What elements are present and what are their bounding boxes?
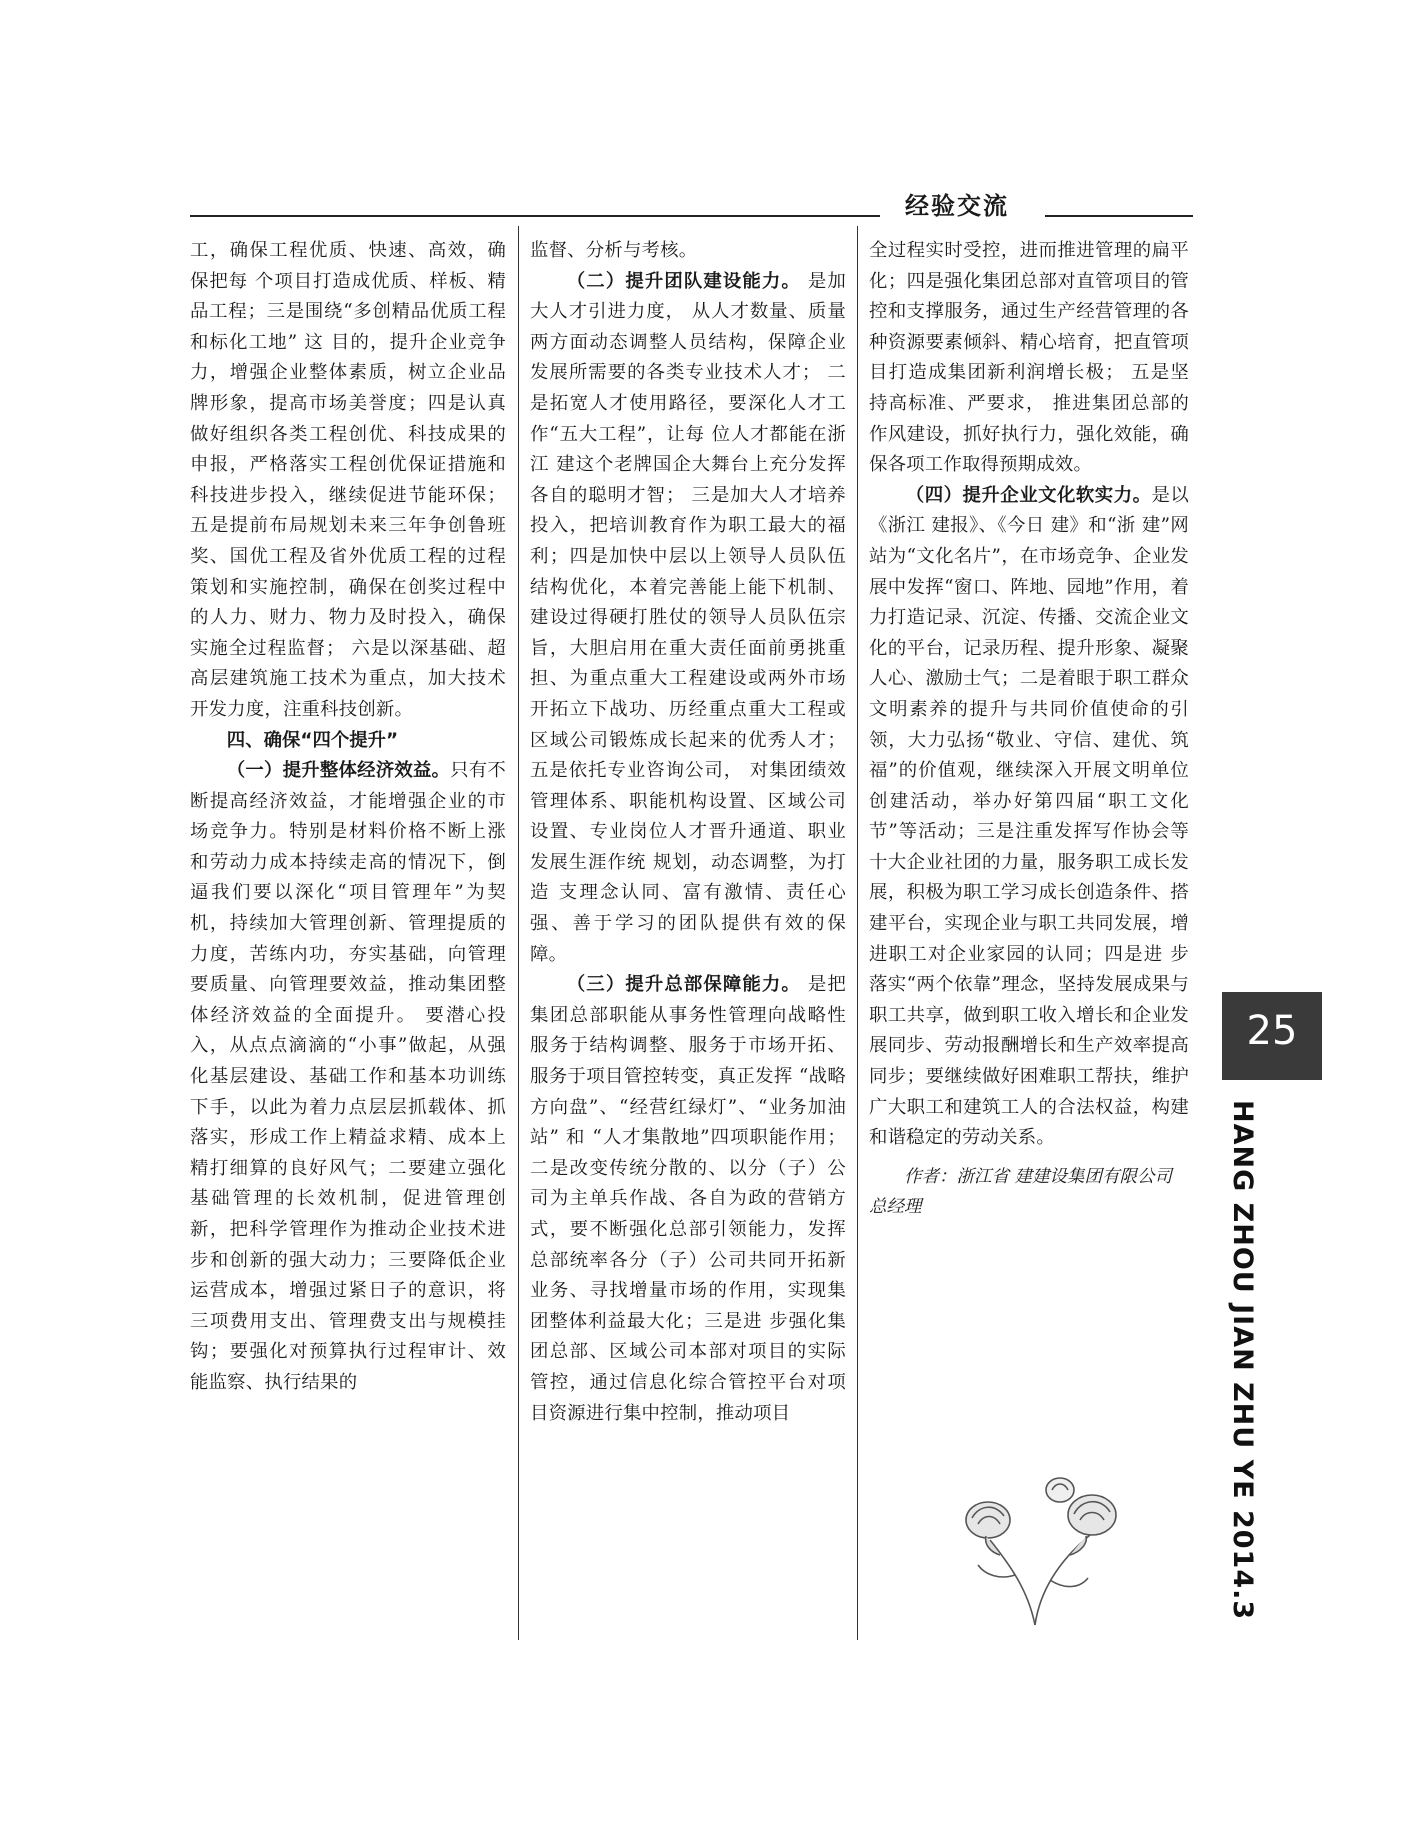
paragraph-text: 是把集团总部职能从事务性管理向战略性服务于结构调整、服务于市场开拓、 服务于项目管控转变，真正发挥 “战略方向盘”、“经营红绿灯”、“业务加油站” 和 “人才集散地”四项职能作用；二是改变传统分散的、以分（子）公司为主单兵作战、各自为政的营销方式，要不断强化总部引领能力，发挥总部统率各分（子）公司共同开拓新业务、寻找增量市场的作用，实现集团整体利益最大化；三是进 步强化集团总部、区域公司本部对项目的实际管控，通过信息化综合管控平台对项目资源进行集中控制，推动项目 bbox=[530, 974, 846, 1424]
header-rule-right bbox=[1045, 215, 1193, 217]
sub-heading: （四）提升企业文化软实力。 bbox=[905, 484, 1152, 506]
sub-heading: （一）提升整体经济效益。 bbox=[226, 760, 451, 782]
sub-heading: （二）提升团队建设能力。 bbox=[566, 270, 801, 292]
section-heading: 四、确保“四个提升” bbox=[226, 729, 399, 751]
text-column-2 bbox=[530, 236, 846, 1636]
flower-icon bbox=[940, 1460, 1130, 1630]
paragraph-text: 只有不断提高经济效益，才能增强企业的市场竞争力。特别是材料价格不断上涨和劳动力成本持续走高的情况下，倒逼我们要以深化“项目管理年”为契机，持续加大管理创新、管理提质的力度，苦练内功，夯实基础，向管理要质量、向管理要效益，推动集团整体经济效益的全面提升。 要潜心投入，从点点滴滴的“小事”做起，从强化基层建设、基础工作和基本功训练下手，以此为着力点层层抓载体、抓落实，形成工作上精益求精、成本上精打细算的良好风气；二要建立强化基础管理的长效机制，促进管理创新，把科学管理作为推动企业技术进步和创新的强大动力；三要降低企业运营成本，增强过紧日子的意识，将三项费用支出、管理费支出与规模挂钩；要强化对预算执行过程审计、效能监察、执行结果的 bbox=[190, 760, 506, 1393]
paragraph: 全过程实时受控，进而推进管理的扁平化；四是强化集团总部对直管项目的管控和支撑服务，通过生产经营管理的各种资源要素倾斜、精心培育，把直管项目打造成集团新利润增长极； 五是坚持高标准、严要求， 推进集团总部的作风建设，抓好执行力，强化效能，确保各项工作取得预期成效。 bbox=[869, 240, 1189, 476]
paragraph: 工，确保工程优质、快速、高效，确保把每 个项目打造成优质、样板、精品工程；三是围绕“多创精品优质工程和标化工地” 这 目的，提升企业竞争力，增强企业整体素质，树立企业品牌形象，提高市场美誉度；四是认真做好组织各类工程创优、科技成果的申报，严格落实工程创优保证措施和科技进步投入，继续促进节能环保；五是提前布局规划未来三年争创鲁班奖、国优工程及省外优质工程的过程策划和实施控制，确保在创奖过程中的人力、财力、物力及时投入，确保实施全过程监督； 六是以深基础、超高层建筑施工技术为重点，加大技术开发力度，注重科技创新。 bbox=[190, 240, 506, 720]
paragraph-text: 是以《浙江 建报》、《今日 建》和“浙 建”网站为“文化名片”，在市场竞争、企业发展中发挥“窗口、阵地、园地”作用，着力打造记录、沉淀、传播、交流企业文化的平台，记录历程、提升形象、凝聚人心、激励士气；二是着眼于职工群众文明素养的提升与共同价值使命的引领，大力弘扬“敬业、守信、建优、筑福”的价值观，继续深入开展文明单位创建活动，举办好第四届“职工文化节”等活动；三是注重发挥写作协会等十大企业社团的力量，服务职工成长发展，积极为职工学习成长创造条件、搭建平台，实现企业与职工共同发展，增进职工对企业家园的认同；四是进 步落实“两个依靠”理念，坚持发展成果与职工共享，做到职工收入增长和企业发展同步、劳动报酬增长和生产效率提高同步；要继续做好困难职工帮扶，维护广大职工和建筑工人的合法权益，构建和谐稳定的劳动关系。 bbox=[869, 484, 1189, 1149]
page-number: 25 bbox=[1246, 1008, 1298, 1054]
paragraph bbox=[530, 267, 846, 971]
text-column-3 bbox=[869, 236, 1189, 1636]
paragraph bbox=[190, 756, 506, 1398]
column-divider bbox=[518, 226, 519, 1640]
paragraph bbox=[530, 970, 846, 1429]
journal-name-vertical: HANG ZHOU JIAN ZHU YE 2014.3 bbox=[1227, 1100, 1258, 1621]
header-rule-left bbox=[190, 215, 880, 217]
paragraph bbox=[869, 481, 1189, 1154]
sub-heading: （三）提升总部保障能力。 bbox=[566, 974, 801, 996]
paragraph: 监督、分析与考核。 bbox=[530, 240, 698, 261]
author-credit: 作者：浙江省 建建设集团有限公司总经理 bbox=[869, 1166, 1173, 1217]
text-column-1 bbox=[190, 236, 506, 1636]
section-title: 经验交流 bbox=[905, 192, 1009, 220]
column-divider bbox=[857, 226, 858, 1640]
paragraph-text: 是加大人才引进力度， 从人才数量、质量两方面动态调整人员结构，保障企业发展所需要的各类专业技术人才； 二是拓宽人才使用路径，要深化人才工作“五大工程”，让每 位人才都能在浙江 建这个老牌国企大舞台上充分发挥各自的聪明才智； 三是加大人才培养投入，把培训教育作为职工最大的福利；四是加快中层以上领导人员队伍结构优化，本着完善能上能下机制、建设过得硬打胜仗的领导人员队伍宗旨，大胆启用在重大责任面前勇挑重担、为重点重大工程建设或两外市场开拓立下战功、历经重点重大工程或区域公司锻炼成长起来的优秀人才；五是依托专业咨询公司， 对集团绩效管理体系、职能机构设置、区域公司设置、专业岗位人才晋升通道、职业发展生涯作统 规划，动态调整，为打造 支理念认同、富有激情、责任心强、善于学习的团队提供有效的保障。 bbox=[530, 270, 846, 965]
